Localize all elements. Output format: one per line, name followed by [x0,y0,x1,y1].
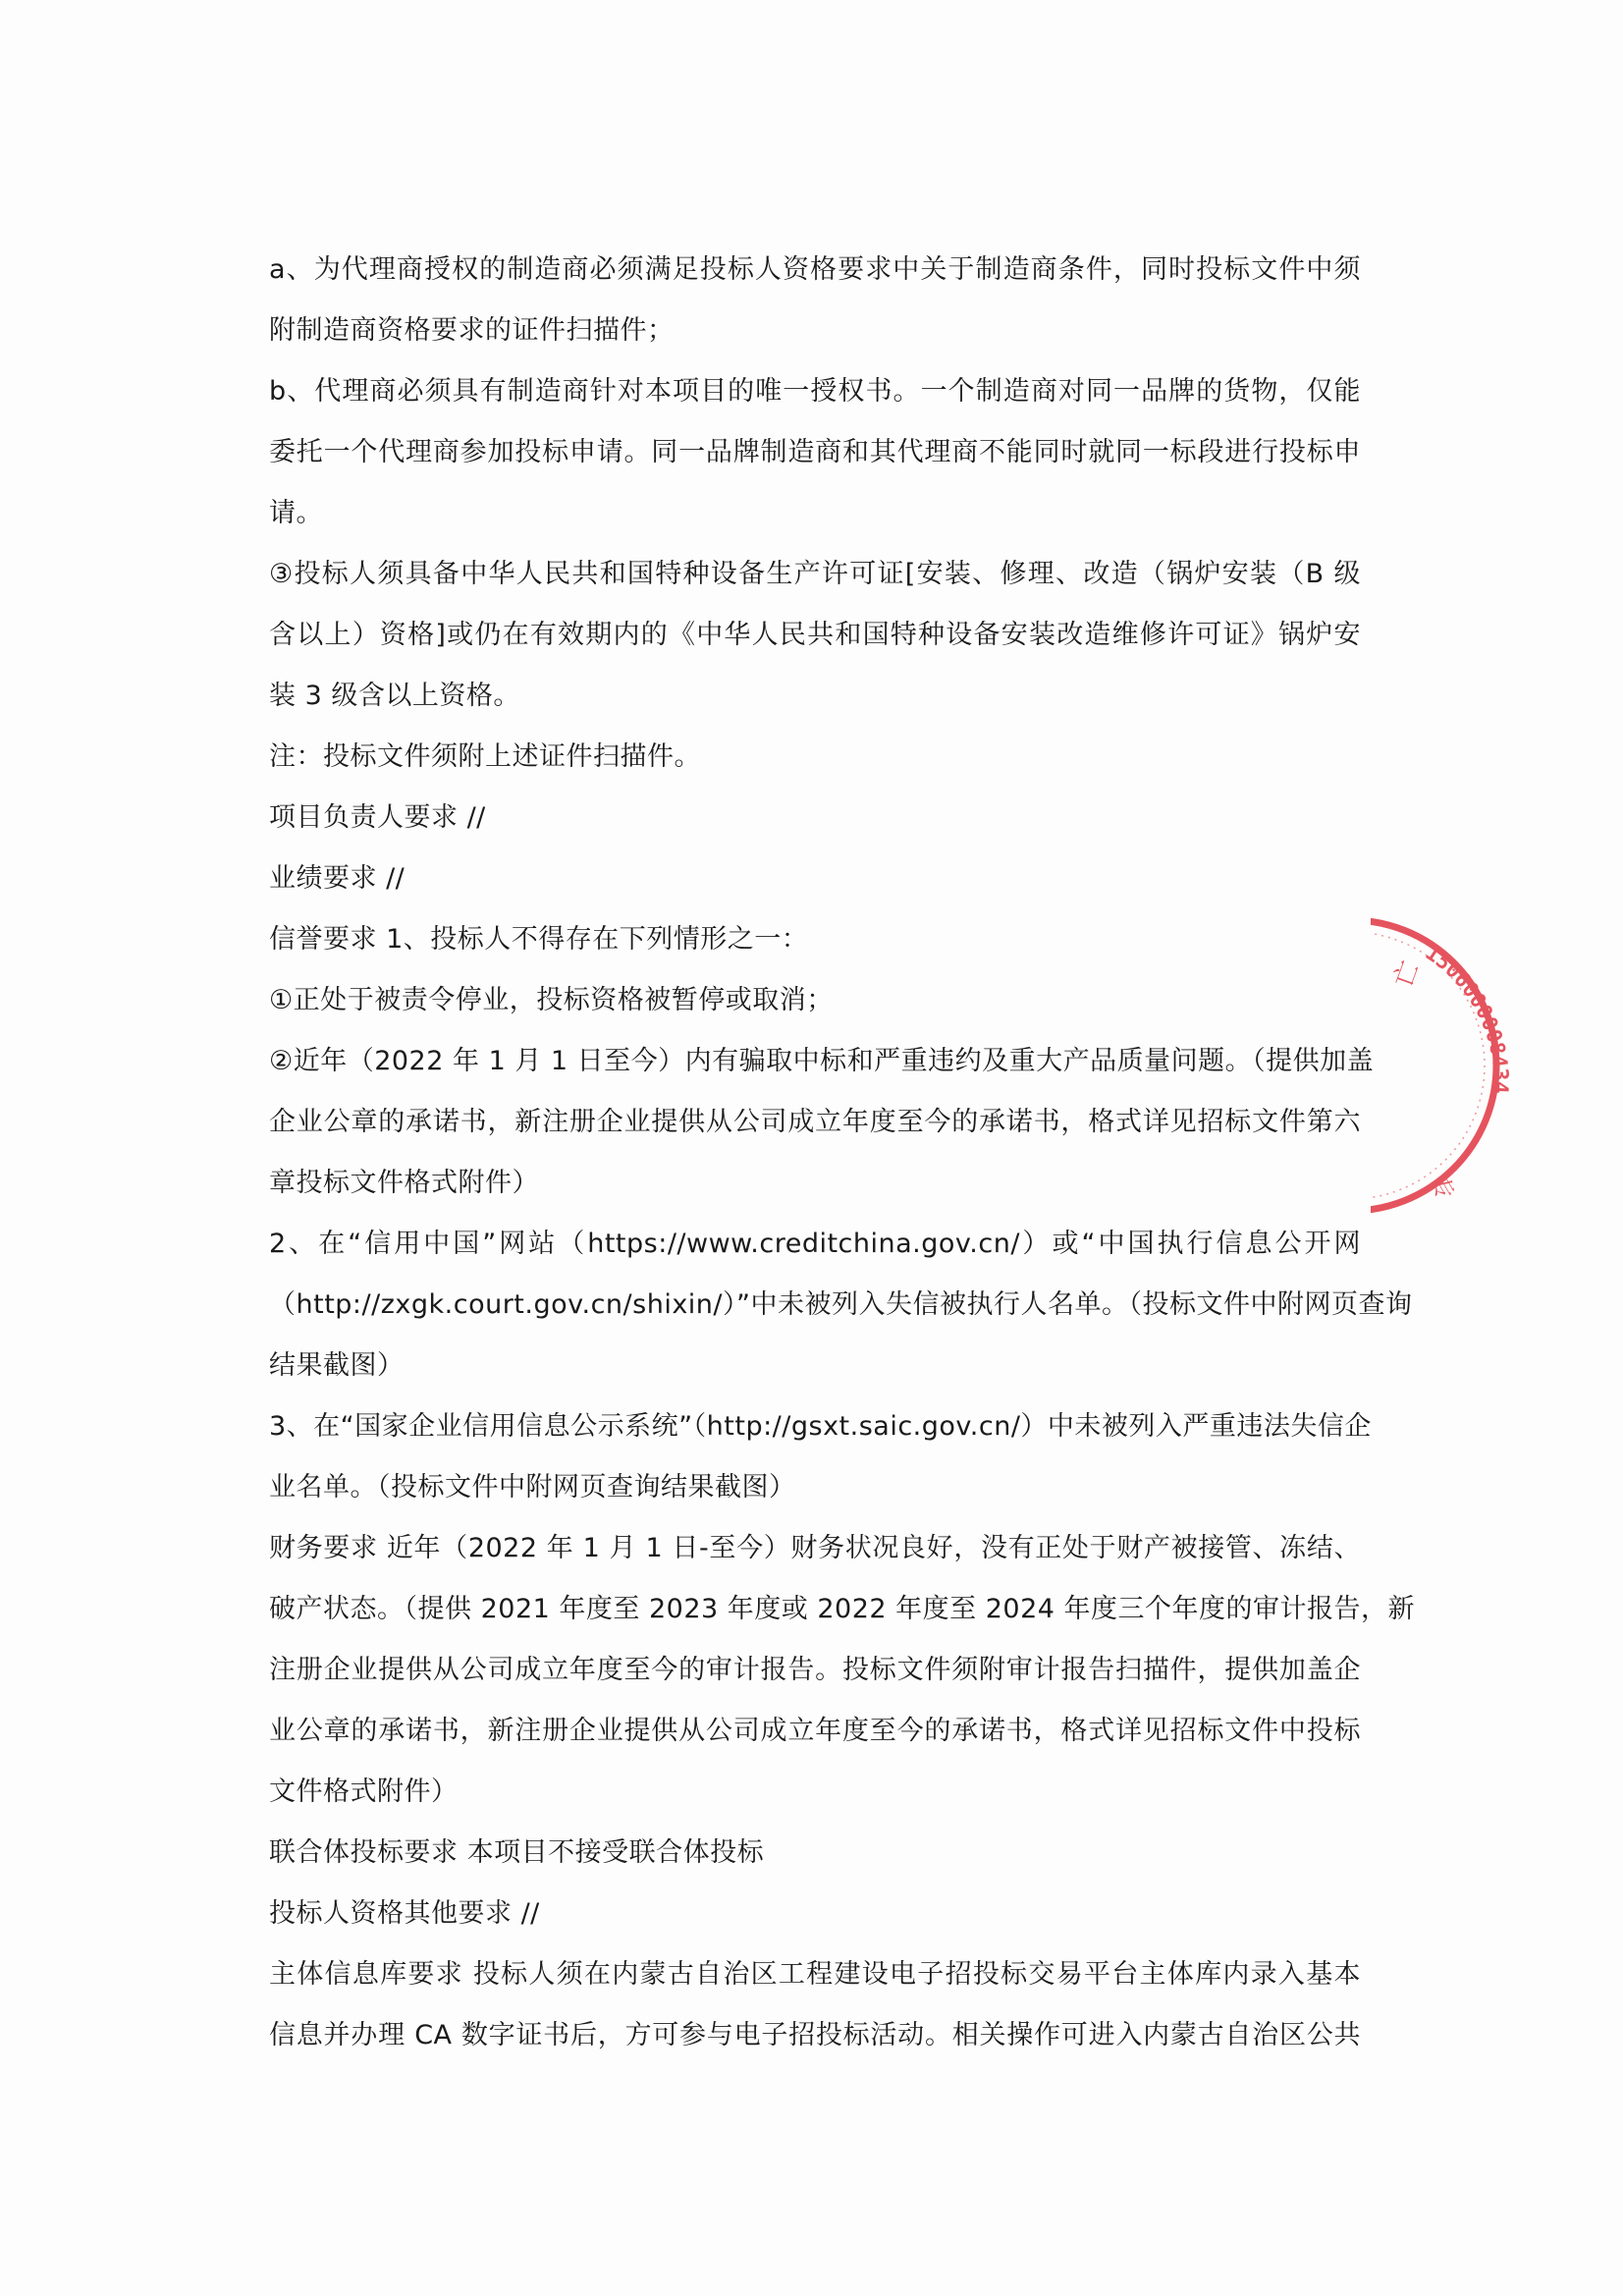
text-line: 信息并办理 CA 数字证书后，方可参与电子招投标活动。相关操作可进入内蒙古自治区公共 [269,2020,1361,2050]
text-line: 结果截图） [269,1350,405,1381]
text-line: 附制造商资格要求的证件扫描件； [269,315,675,346]
svg-text:亡: 亡 [1388,957,1426,992]
text-line: 破产状态。（提供 2021 年度至 2023 年度或 2022 年度至 2024 年度三个年度的审计报告，新 [269,1594,1416,1624]
text-line: 注：投标文件须附上述证件扫描件。 [269,741,701,772]
text-line: 3、在“国家企业信用信息公示系统”（http://gsxt.saic.gov.cn/）中未被列入严重违法失信企 [269,1411,1372,1442]
text-line: 请。 [269,498,323,528]
text-line: （http://zxgk.court.gov.cn/shixin/）”中未被列入失信被执行人名单。（投标文件中附网页查询 [269,1289,1413,1320]
text-line: 注册企业提供从公司成立年度至今的审计报告。投标文件须附审计报告扫描件，提供加盖企 [269,1655,1361,1685]
text-line: 投标人资格其他要求 // [269,1898,540,1929]
svg-text:1506000008434 [1422,941,1513,1094]
text-line: 企业公章的承诺书，新注册企业提供从公司成立年度至今的承诺书，格式详见招标文件第六 [269,1107,1361,1137]
text-line: b、代理商必须具有制造商针对本项目的唯一授权书。一个制造商对同一品牌的货物，仅能 [269,376,1361,407]
company-seal-stamp [1371,918,1518,1213]
text-line: 文件格式附件） [269,1777,459,1807]
text-line: 业名单。（投标文件中附网页查询结果截图） [269,1472,796,1503]
text-line: 财务要求 近年（2022 年 1 月 1 日-至今）财务状况良好，没有正处于财产被接管、冻结、 [269,1533,1361,1563]
text-line: 章投标文件格式附件） [269,1168,539,1198]
text-line: 业公章的承诺书，新注册企业提供从公司成立年度至今的承诺书，格式详见招标文件中投标 [269,1716,1361,1746]
text-line: 装 3 级含以上资格。 [269,681,520,711]
text-line: 含以上）资格]或仍在有效期内的《中华人民共和国特种设备安装改造维修许可证》锅炉安 [269,620,1361,650]
text-line: 主体信息库要求 投标人须在内蒙古自治区工程建设电子招投标交易平台主体库内录入基本 [269,1959,1361,1990]
text-line: ③投标人须具备中华人民共和国特种设备生产许可证[安装、修理、改造（锅炉安装（B 级 [269,559,1361,589]
text-line: 信誉要求 1、投标人不得存在下列情形之一： [269,924,809,955]
svg-text:专: 专 [1424,1171,1461,1205]
seal-number: 1506000008434 [1421,940,1513,1095]
text-line: 项目负责人要求 // [269,802,486,833]
text-line: 业绩要求 // [269,863,406,894]
text-line: 2、在“信用中国”网站（https://www.creditchina.gov.cn/）或“中国执行信息公开网 [269,1229,1361,1259]
text-line: ①正处于被责令停业，投标资格被暂停或取消； [269,985,834,1015]
text-line: a、为代理商授权的制造商必须满足投标人资格要求中关于制造商条件，同时投标文件中须 [269,254,1361,285]
text-line: 委托一个代理商参加投标申请。同一品牌制造商和其代理商不能同时就同一标段进行投标申 [269,437,1361,467]
text-line: 联合体投标要求 本项目不接受联合体投标 [269,1837,765,1868]
text-line: ②近年（2022 年 1 月 1 日至今）内有骗取中标和严重违约及重大产品质量问题。（提供加盖 [269,1046,1375,1076]
